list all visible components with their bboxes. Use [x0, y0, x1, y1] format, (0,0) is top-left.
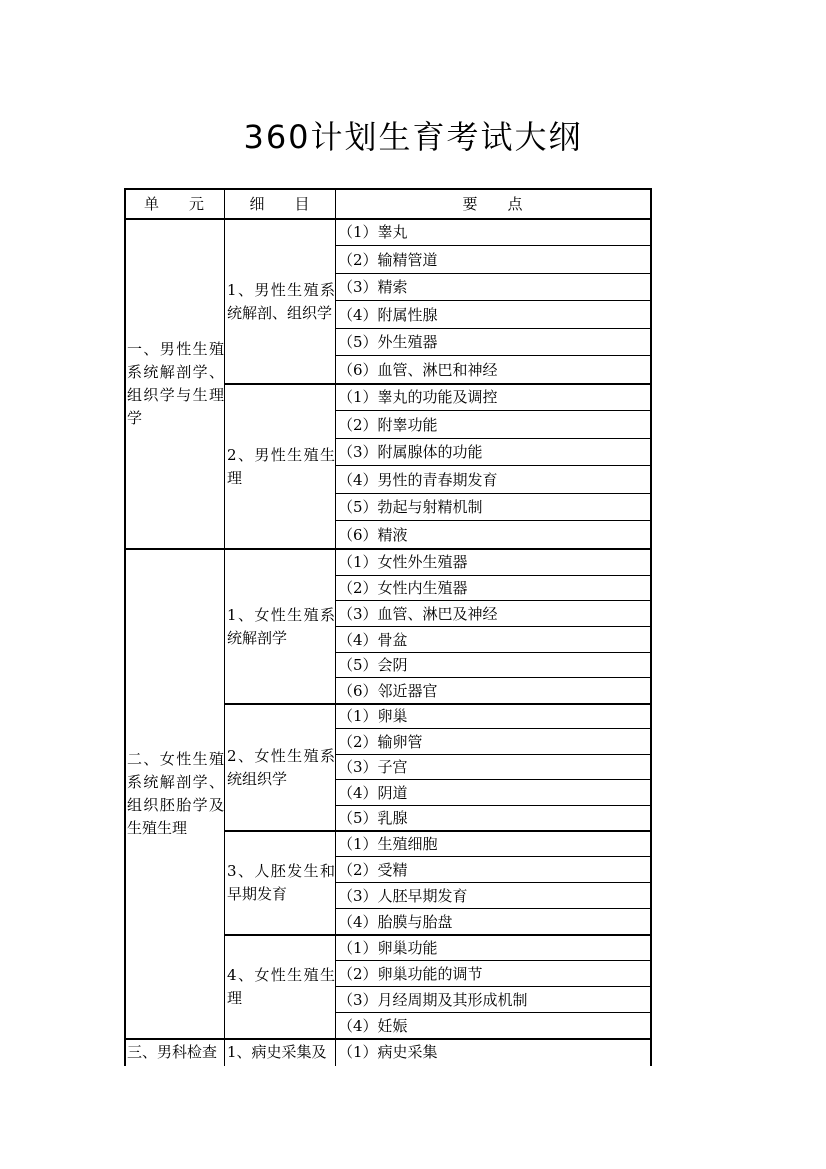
point-text: （1）卵巢功能 — [338, 939, 438, 957]
point-text: （4）胎膜与胎盘 — [338, 913, 453, 931]
point-text: （6）血管、淋巴和神经 — [338, 361, 498, 379]
unit-name: 一、男性生殖系统解剖学、组织学与生理学 — [127, 340, 224, 427]
header-points: 要 点 — [462, 195, 523, 213]
point-text: （2）卵巢功能的调节 — [338, 965, 483, 983]
point-text: （2）输卵管 — [338, 733, 423, 751]
item-name: 1、男性生殖系统解剖、组织学 — [227, 281, 335, 322]
point-text: （6）精液 — [338, 526, 408, 544]
point-text: （3）人胚早期发育 — [338, 887, 468, 905]
point-text: （4）阴道 — [338, 784, 408, 802]
point-text: （1）卵巢 — [338, 707, 408, 725]
point-text: （5）乳腺 — [338, 809, 408, 827]
point-text: （5）外生殖器 — [338, 333, 438, 351]
point-text: （3）月经周期及其形成机制 — [338, 991, 528, 1009]
item-name: 3、人胚发生和早期发育 — [227, 862, 335, 903]
point-text: （2）附睾功能 — [338, 416, 438, 434]
point-text: （1）睾丸的功能及调控 — [338, 388, 498, 406]
point-text: （2）输精管道 — [338, 251, 438, 269]
point-text: （3）子宫 — [338, 758, 408, 776]
point-text: （5）会阴 — [338, 656, 408, 674]
point-text: （4）骨盆 — [338, 631, 408, 649]
table-top-border — [124, 188, 652, 190]
point-text: （4）附属性腺 — [338, 306, 438, 324]
point-text: （3）附属腺体的功能 — [338, 443, 483, 461]
point-text: （1）病史采集 — [338, 1043, 438, 1061]
item-name: 1、病史采集及 — [227, 1043, 327, 1061]
point-text: （3）血管、淋巴及神经 — [338, 605, 498, 623]
point-text: （1）睾丸 — [338, 223, 408, 241]
item-name: 1、女性生殖系统解剖学 — [227, 606, 335, 647]
document-title: 360计划生育考试大纲 — [243, 118, 583, 156]
point-text: （4）男性的青春期发育 — [338, 471, 498, 489]
item-name: 4、女性生殖生理 — [227, 966, 335, 1007]
table-left-border — [124, 188, 126, 1066]
point-text: （3）精索 — [338, 278, 408, 296]
point-text: （1）生殖细胞 — [338, 835, 438, 853]
point-text: （4）妊娠 — [338, 1017, 408, 1035]
header-item: 细 目 — [249, 195, 310, 213]
unit-name: 三、男科检查 — [127, 1043, 218, 1061]
point-text: （1）女性外生殖器 — [338, 553, 468, 571]
item-name: 2、男性生殖生理 — [227, 446, 335, 487]
syllabus-table — [124, 188, 650, 1066]
point-text: （2）女性内生殖器 — [338, 579, 468, 597]
point-text: （5）勃起与射精机制 — [338, 498, 483, 516]
point-text: （2）受精 — [338, 861, 408, 879]
header-unit: 单 元 — [143, 195, 204, 213]
point-text: （6）邻近器官 — [338, 682, 438, 700]
item-name: 2、女性生殖系统组织学 — [227, 747, 335, 788]
unit-name: 二、女性生殖系统解剖学、组织胚胎学及生殖生理 — [127, 750, 224, 837]
